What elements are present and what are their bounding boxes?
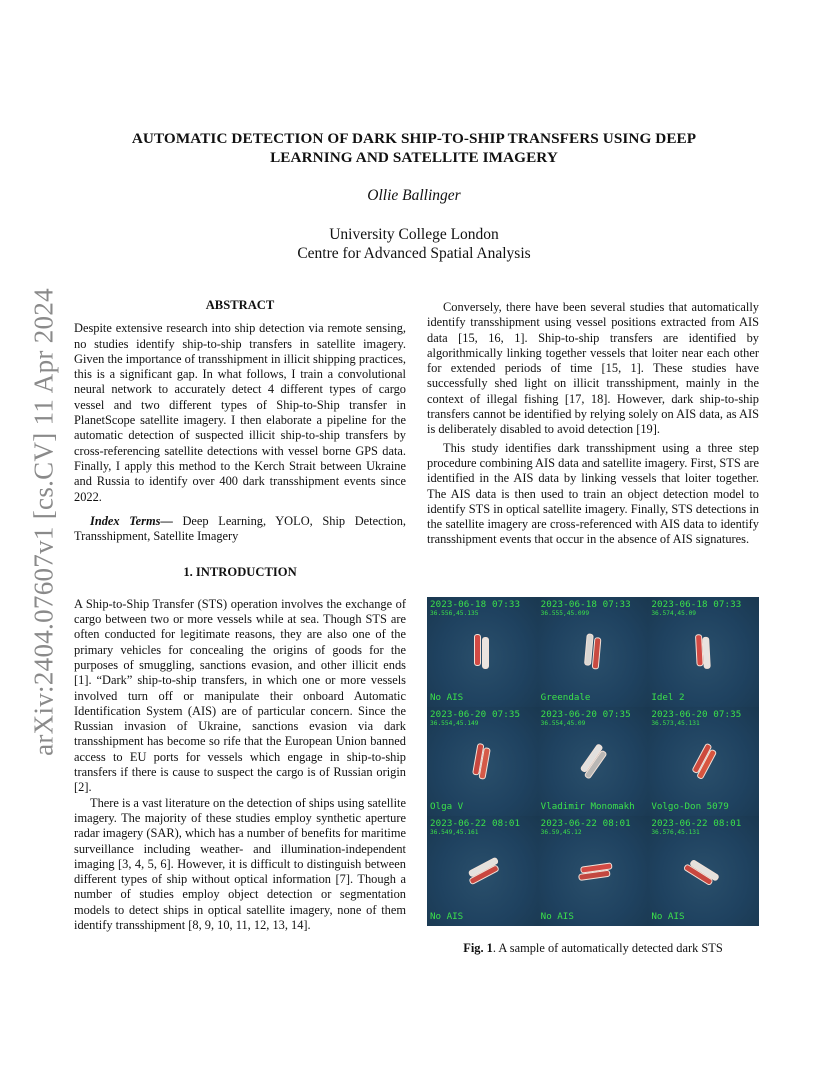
ship-hull [702,637,711,669]
tile-vessel-name: No AIS [540,910,574,922]
index-terms-label: Index Terms— [90,513,173,528]
paper-title [100,129,728,167]
ship-pair-image [685,741,721,786]
ship-pair-image [681,854,726,892]
tile-coordinates: 36.555,45.099 [540,610,590,617]
tile-timestamp: 2023-06-20 07:35 [540,708,631,720]
satellite-tile [427,597,538,707]
tile-timestamp: 2023-06-20 07:35 [430,708,521,720]
satellite-tile [648,816,759,926]
tile-timestamp: 2023-06-18 07:33 [540,599,631,610]
ship-pair-image [572,861,614,886]
satellite-tile [427,816,538,926]
tile-timestamp: 2023-06-18 07:33 [430,599,521,610]
tile-timestamp: 2023-06-22 08:01 [540,818,631,830]
tile-coordinates: 36.554,45.149 [430,719,479,727]
satellite-tile [538,597,649,707]
tile-coordinates: 36.556,45.135 [430,610,479,617]
left-column [74,298,406,933]
title-line-1: AUTOMATIC DETECTION OF DARK SHIP-TO-SHIP TRANSFERS USING DEEP [131,130,697,147]
ship-hull [482,637,489,669]
right-column [427,300,759,548]
tile-vessel-name: Olga V [430,801,464,813]
tile-coordinates: 36.573,45.131 [651,719,700,727]
index-terms [74,514,406,545]
tile-coordinates: 36.549,45.161 [430,829,479,837]
tile-coordinates: 36.554,45.09 [540,719,586,727]
ship-pair-image [460,855,505,891]
figure-1-caption [427,941,759,956]
tile-vessel-name: No AIS [651,910,685,922]
tile-coordinates: 36.59,45.12 [540,829,582,837]
tile-coordinates: 36.576,45.131 [651,829,700,837]
caption-label: Fig. 1 [463,941,493,955]
satellite-tile [538,816,649,926]
tile-vessel-name: Greendale [540,691,591,703]
ship-pair-image [693,634,715,675]
tile-timestamp: 2023-06-20 07:35 [651,708,742,720]
satellite-tile [648,707,759,817]
satellite-tile [648,597,759,707]
affiliation-line-2: Centre for Advanced Spatial Analysis [297,245,531,262]
tile-timestamp: 2023-06-22 08:01 [430,818,521,830]
tile-vessel-name: Volgo-Don 5079 [651,801,729,813]
ship-pair-image [472,634,492,674]
figure-1-image-grid [427,597,759,926]
caption-text: . A sample of automatically detected dark STS [492,941,723,955]
affiliation-line-1: University College London [329,226,499,243]
satellite-tile [538,707,649,817]
ship-pair-image [581,633,604,675]
intro-paragraph-2: There is a vast literature on the detection of ships using satellite imagery. The majority of these studies employ synthetic aperture radar imagery (SAR), which has a number of benefits for maritime surveillance including weather- and illumination-independent imaging [3, 4, 5, 6]. However, it is difficult to distinguish between different types of ship without optical information [7]. Though a number of studies employ object detection or segmentation models to detect ships in optical satellite imagery, none of them identify transshipment [8, 9, 10, 11, 12, 13, 14]. [74,795,406,932]
intro-paragraph-4: This study identifies dark transshipment using a three step procedure combining AIS data and satellite imagery. First, STS are identified in the AIS data by linking vessels that loiter together. The AIS data is then used to train an object detection model to identify STS in optical satellite imagery. Finally, STS detections in the satellite imagery are cross-referenced with AIS data to identify transshipment events that occur in the absence of AIS signatures. [427,440,759,547]
tile-vessel-name: No AIS [430,691,464,703]
tile-timestamp: 2023-06-18 07:33 [651,599,742,610]
ship-pair-image [573,742,612,786]
index-terms-text: Deep Learning, YOLO, Ship Detection, Transshipment, Satellite Imagery [74,513,406,544]
affiliation [0,225,828,263]
tile-vessel-name: Idel 2 [651,691,685,703]
intro-paragraph-3: Conversely, there have been several studies that automatically identify transshipment using vessel positions extracted from AIS data [15, 16, 1]. Ship-to-ship transfers are identified by algorithmically linking together vessels that loiter near each other for extended periods of time [15, 1]. These studies have successfully shed light on illicit transshipment, mainly in the context of illegal fishing [17, 18]. However, dark ship-to-ship transfers cannot be identified by relying solely on AIS data, as AIS is deliberately disabled to avoid detection [19]. [427,300,759,437]
tile-vessel-name: Vladimir Monomakh [540,801,635,813]
intro-paragraph-1: A Ship-to-Ship Transfer (STS) operation involves the exchange of cargo between two or more vessels while at sea. Though STS are often conducted for legitimate reasons, they are also one of the primary vehicles for concealing the origins of goods for the purposes of smuggling, sanctions evasion, and other illicit ends [1]. “Dark” ship-to-ship transfers, in which one or more vessels involved turn off or manipulate their onboard Automatic Identification System (AIS) are of particular concern. Since the Russian invasion of Ukraine, sanctions evasion via dark transshipment has become so rife that the European Union banned access to EU ports for vessels which engage in ship-to-ship transfers if there is cause to suspect the cargo is of Russian origin [2]. [74,596,406,795]
ship-hull [474,634,481,666]
tile-coordinates: 36.574,45.09 [651,610,697,617]
introduction-heading: 1. INTRODUCTION [183,565,297,580]
tile-vessel-name: No AIS [430,910,464,922]
arxiv-identifier: arXiv:2404.07607v1 [cs.CV] 11 Apr 2024 [28,288,59,756]
ship-hull [592,637,602,669]
tile-timestamp: 2023-06-22 08:01 [651,818,742,830]
author-name: Ollie Ballinger [367,187,461,204]
title-line-2: LEARNING AND SATELLITE IMAGERY [270,149,558,166]
ship-pair-image [469,742,496,785]
abstract-text: Despite extensive research into ship detection via remote sensing, no studies identify ship-to-ship transfers in satellite imagery. Given the importance of transshipment in illicit shipping practices, this is a significant gap. In what follows, I train a convolutional neural network to accurately detect 4 different types of cargo vessel and two different types of Ship-to-Ship transfer in PlanetScope satellite imagery. I then elaborate a pipeline for the automatic detection of suspected illicit ship-to-ship transfers by cross-referencing satellite detections with vessel borne GPS data. Finally, I apply this method to the Kerch Strait between Ukraine and Russia to identify over 400 dark transshipment events since 2022. [74,321,406,504]
abstract-heading: ABSTRACT [205,298,275,312]
satellite-tile [427,707,538,817]
